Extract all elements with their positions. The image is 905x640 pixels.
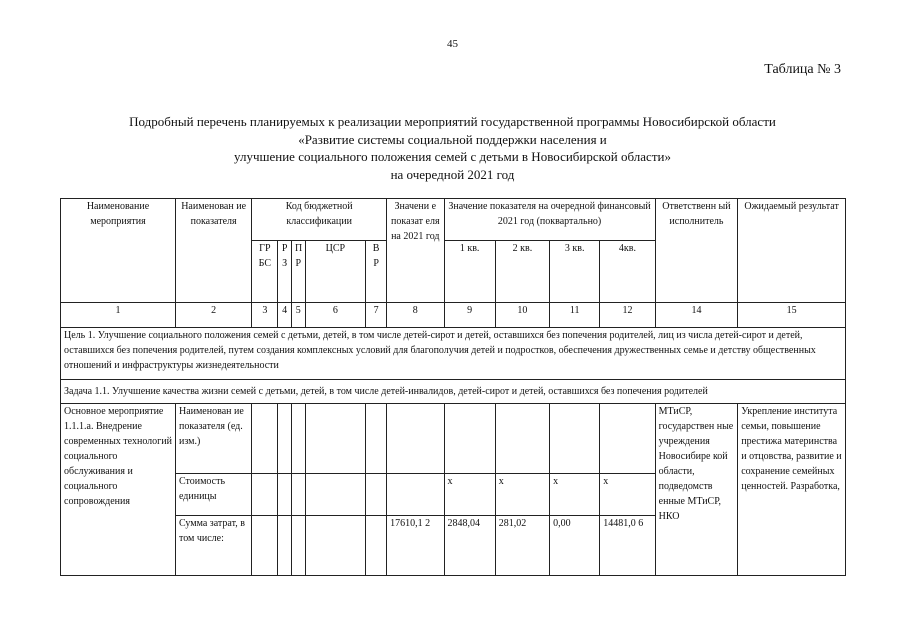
expected-result: Укрепление института семьи, повышение престижа материнства и отцовства, развитие и сохранение семейных ценностей. Разработка, [738,404,846,576]
header-q4: 4кв. [600,241,655,303]
header-rz: Р З [278,241,292,303]
column-number: 3 [252,303,278,328]
column-number: 2 [175,303,251,328]
column-number: 4 [278,303,292,328]
header-q3: 3 кв. [550,241,600,303]
page-number: 45 [447,38,458,50]
header-grbs: ГР БС [252,241,278,303]
value-2021 [387,474,444,516]
q1-value [444,404,495,474]
header-expected-result: Ожидаемый результат [738,199,846,303]
responsible-executor: МТиСР, государствен ные учреждения Новосибире кой области, подведомств енные МТиСР, НКО [655,404,738,576]
column-number: 7 [366,303,387,328]
indicator-name: Стоимость единицы [175,474,251,516]
activities-table [60,198,846,576]
header-responsible: Ответственн ый исполнитель [655,199,738,303]
value-2021: 17610,1 2 [387,516,444,576]
q2-value [495,404,549,474]
indicator-name: Наименован ие показателя (ед. изм.) [175,404,251,474]
column-number: 14 [655,303,738,328]
q2-value: 281,02 [495,516,549,576]
task-row: Задача 1.1. Улучшение качества жизни семей с детьми, детей, в том числе детей-инвалидов, детей-сирот и детей, оставшихся без попечения родителей [61,380,846,404]
q2-value: x [495,474,549,516]
title-line: улучшение социального положения семей с детьми в Новосибирской области» [234,149,671,164]
table-label: Таблица № 3 [764,62,841,77]
event-row [61,404,846,474]
event-name: Основное мероприятие 1.1.1.а. Внедрение современных технологий социального обслуживания и социального сопровождения [61,404,176,576]
header-quarterly: Значение показателя на очередной финансовый 2021 год (поквартально) [444,199,655,241]
header-q1: 1 кв. [444,241,495,303]
goal-row: Цель 1. Улучшение социального положения семей с детьми, детей, в том числе детей-сирот и детей, оставшихся без попечения родителей, лиц из числа детей-сирот и детей, оставшихся без попечения родителей, путем создания комплексных условий для благополучия детей и подростков, обеспечения дружественных семье и детству общественных отношений и инфраструктуры жизнедеятельности [61,328,846,380]
q3-value: x [550,474,600,516]
column-number: 1 [61,303,176,328]
column-number: 15 [738,303,846,328]
title-line: Подробный перечень планируемых к реализации мероприятий государственной программы Новосибирской области [129,114,776,129]
column-number-row [61,303,846,328]
column-number: 5 [291,303,305,328]
q1-value: x [444,474,495,516]
q4-value [600,404,655,474]
column-number: 10 [495,303,549,328]
column-number: 6 [305,303,366,328]
header-csr: ЦСР [305,241,366,303]
column-number: 11 [550,303,600,328]
header-budget-code: Код бюджетной классификации [252,199,387,241]
value-2021 [387,404,444,474]
q4-value: 14481,0 6 [600,516,655,576]
column-number: 8 [387,303,444,328]
header-pr: П Р [291,241,305,303]
column-number: 9 [444,303,495,328]
column-number: 12 [600,303,655,328]
header-event-name: Наименование мероприятия [61,199,176,303]
document-title [40,113,865,183]
q4-value: x [600,474,655,516]
title-line: «Развитие системы социальной поддержки населения и [298,131,607,147]
header-value-2021: Значени е показат еля на 2021 год [387,199,444,303]
header-vr: В Р [366,241,387,303]
title-line: на очередной 2021 год [390,166,515,182]
q3-value: 0,00 [550,516,600,576]
indicator-name: Сумма затрат, в том числе: [175,516,251,576]
q3-value [550,404,600,474]
q1-value: 2848,04 [444,516,495,576]
header-indicator-name: Наименован ие показателя [175,199,251,303]
header-q2: 2 кв. [495,241,549,303]
